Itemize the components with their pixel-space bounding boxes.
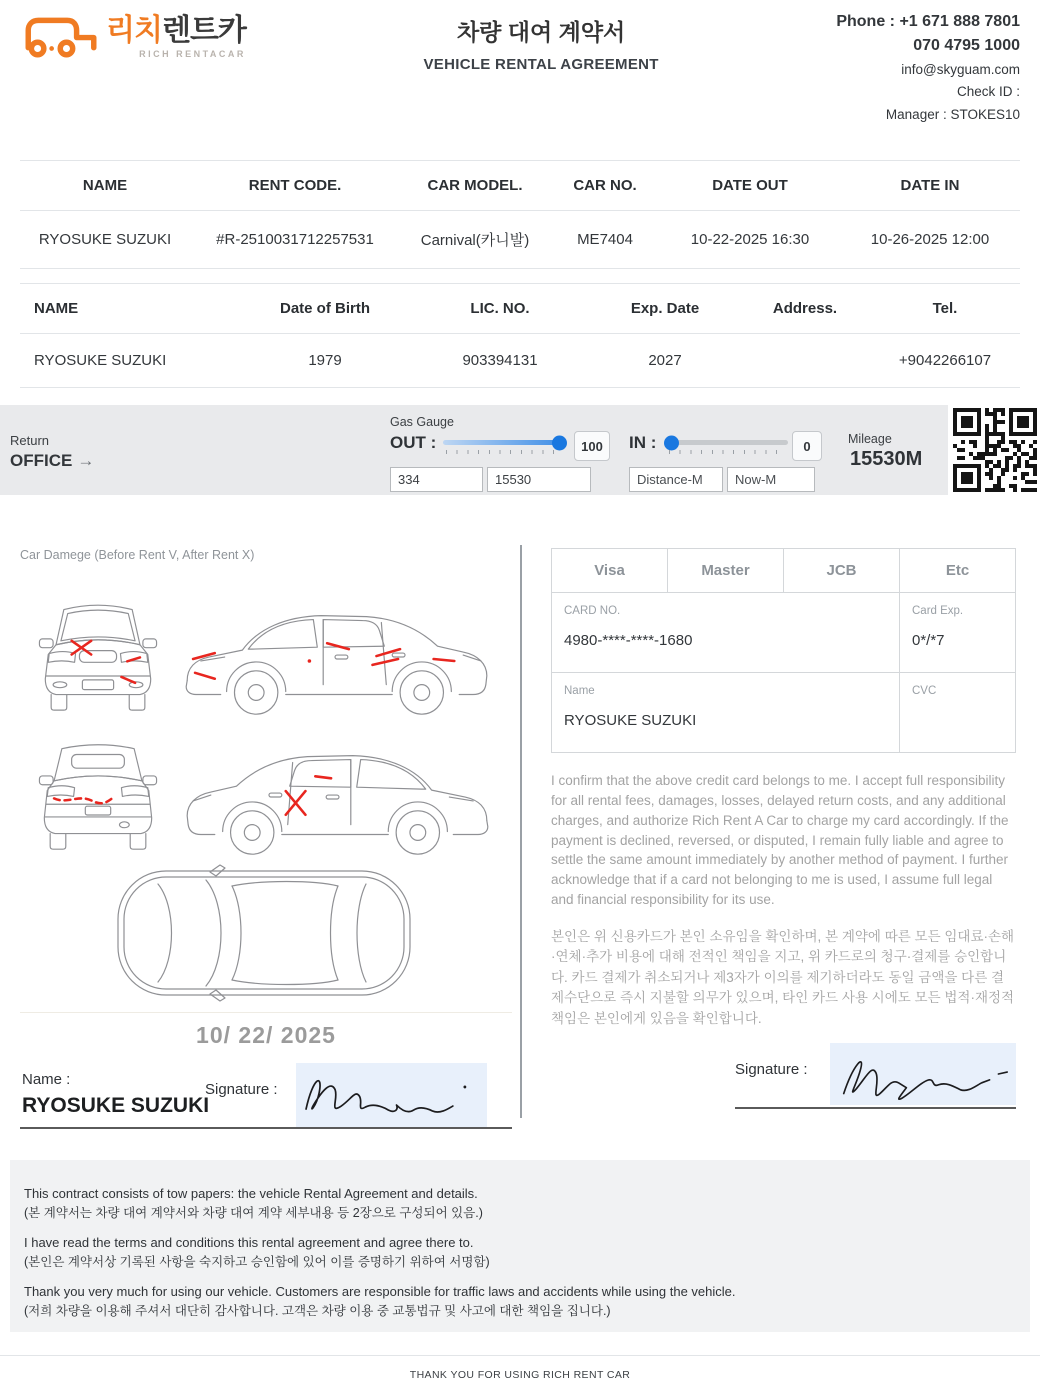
- gauge-band: [0, 405, 948, 495]
- phone-secondary: 070 4795 1000: [913, 37, 1020, 54]
- left-signature-row: [20, 1069, 512, 1129]
- brand-logo: [22, 10, 246, 125]
- header: [22, 10, 1020, 125]
- card-type-etc[interactable]: Etc: [900, 549, 1016, 593]
- contact-info: [836, 10, 1020, 125]
- rental-table: [20, 160, 1020, 269]
- payment-section: [551, 548, 1016, 1109]
- bottom-divider: [0, 1355, 1040, 1381]
- col-exp-date: Exp. Date: [590, 284, 740, 334]
- card-cvc-cell[interactable]: [900, 673, 1016, 753]
- driver-header-row: [20, 284, 1020, 334]
- slider-ticks: [446, 450, 562, 454]
- now-in-input[interactable]: [727, 467, 815, 492]
- card-exp-value: 0*/*7: [912, 632, 945, 649]
- note-en: I have read the terms and conditions this rental agreement and agree there to.: [24, 1234, 474, 1250]
- card-exp-cell[interactable]: [900, 593, 1016, 673]
- damage-mark: [327, 643, 349, 649]
- gas-out-label: OUT :: [390, 433, 437, 452]
- damage-mark-x: [72, 641, 92, 655]
- name-label: Name :: [22, 1071, 71, 1088]
- truck-icon: [22, 10, 100, 62]
- mileage-value: 15530M: [850, 448, 923, 470]
- damage-mark-x: [286, 791, 306, 815]
- col-date-out: DATE OUT: [660, 161, 840, 211]
- date-divider: [20, 1012, 512, 1013]
- email: info@skyguam.com: [901, 62, 1020, 77]
- car-rear-view: [34, 734, 162, 856]
- arrow-right-icon: →: [77, 451, 95, 470]
- car-top-view: [114, 862, 414, 1004]
- return-office: OFFICE →: [10, 451, 95, 470]
- slider-ticks: [669, 450, 785, 454]
- note-ko: (저희 차량을 이용해 주셔서 대단히 감사합니다. 고객은 차량 이용 중 교통법규 및 사고에 대한 책임을 집니다.): [24, 1303, 611, 1318]
- signature-scribble: [296, 1063, 487, 1127]
- signature-pad[interactable]: [296, 1063, 487, 1127]
- damage-mark: [434, 659, 455, 661]
- gas-out-slider[interactable]: [443, 438, 565, 458]
- rent-code: #R-2510031712257531: [190, 211, 400, 269]
- driver-address: [740, 334, 870, 388]
- card-type-visa[interactable]: Visa: [552, 549, 668, 593]
- card-table: [551, 548, 1016, 753]
- manager: Manager : STOKES10: [885, 106, 1020, 122]
- date-in: 10-26-2025 12:00: [840, 211, 1020, 269]
- driver-exp-date: 2027: [590, 334, 740, 388]
- signature-label: Signature :: [205, 1081, 278, 1098]
- card-name-row: [552, 673, 1016, 753]
- now-out-input[interactable]: [487, 467, 591, 492]
- driver-tel: +9042266107: [870, 334, 1020, 388]
- damage-label: Car Damege (Before Rent V, After Rent X): [20, 548, 255, 562]
- card-exp-label: Card Exp.: [912, 605, 964, 617]
- return-label: Return: [10, 433, 50, 448]
- name-value: RYOSUKE SUZUKI: [22, 1094, 210, 1117]
- date-out: 10-22-2025 16:30: [660, 211, 840, 269]
- damage-date: 10/ 22/ 2025: [196, 1022, 336, 1048]
- distance-out-input[interactable]: [390, 467, 483, 492]
- damage-mark: [315, 776, 331, 778]
- car-no: ME7404: [550, 211, 660, 269]
- title-korean: 차량 대여 계약서: [456, 19, 626, 45]
- car-side-right-view: [178, 730, 496, 868]
- driver-dob: 1979: [240, 334, 410, 388]
- card-type-master[interactable]: Master: [668, 549, 784, 593]
- note-en: Thank you very much for using our vehicle. Customers are responsible for traffic laws and accidents while using the vehicle.: [24, 1283, 736, 1299]
- gas-out-value: 100: [574, 431, 610, 461]
- gas-in-slider[interactable]: [666, 438, 788, 458]
- gas-out-slider-thumb[interactable]: [552, 435, 567, 450]
- signature-scribble: [830, 1043, 1016, 1105]
- col-rent-code: RENT CODE.: [190, 161, 400, 211]
- mileage-label: Mileage: [848, 432, 892, 446]
- card-name-value: RYOSUKE SUZUKI: [564, 712, 697, 729]
- card-name-cell[interactable]: [552, 673, 900, 753]
- driver-lic-no: 903394131: [410, 334, 590, 388]
- gas-in-label: IN :: [629, 433, 657, 452]
- car-model: Carnival(카니발): [400, 211, 550, 269]
- driver-table: [20, 283, 1020, 388]
- note-ko: (본 계약서는 차량 대여 계약서와 차량 대여 계약 세부내용 등 2장으로 구성되어 있음.): [24, 1205, 483, 1220]
- note-ko: (본인은 계약서상 기록된 사항을 숙지하고 승인함에 있어 이를 증명하기 위하여 서명함): [24, 1254, 490, 1269]
- logo-wordmark: 리치렌트카: [106, 14, 246, 47]
- col-car-no: CAR NO.: [550, 161, 660, 211]
- rental-header-row: [20, 161, 1020, 211]
- gas-in-value: 0: [792, 431, 822, 461]
- col-dob: Date of Birth: [240, 284, 410, 334]
- driver-data-row: [20, 334, 1020, 388]
- note-en: This contract consists of tow papers: the vehicle Rental Agreement and details.: [24, 1186, 478, 1201]
- card-type-row: [552, 549, 1016, 593]
- column-divider: [520, 545, 522, 1118]
- page-title: [423, 14, 658, 125]
- col-tel: Tel.: [870, 284, 1020, 334]
- car-front-view: [34, 594, 162, 716]
- card-no-label: CARD NO.: [564, 605, 621, 617]
- col-driver-name: NAME: [20, 284, 240, 334]
- gas-in-slider-thumb[interactable]: [664, 435, 679, 450]
- col-date-in: DATE IN: [840, 161, 1020, 211]
- damage-mark-scribble: [54, 796, 115, 803]
- col-name: NAME: [20, 161, 190, 211]
- damage-dot: [308, 659, 312, 663]
- driver-name: RYOSUKE SUZUKI: [20, 334, 240, 388]
- signature-label: Signature :: [735, 1061, 808, 1079]
- title-english: VEHICLE RENTAL AGREEMENT: [423, 56, 659, 73]
- distance-in-input[interactable]: [629, 467, 723, 492]
- phone-primary: Phone : +1 671 888 7801: [836, 13, 1020, 30]
- card-name-label: Name: [564, 685, 595, 697]
- check-id: Check ID :: [956, 84, 1020, 100]
- signature-pad[interactable]: [830, 1043, 1016, 1105]
- confirmation-text-en: I confirm that the above credit card belongs to me. I accept full responsibility for all rental fees, damages, losses, delayed return costs, and any additional charges, and authorize Rich Rent A Car to charge my card accordingly. If the payment is declined, reversed, or disputed, I remain fully liable and agree to settle the same amount immediately by another method of payment. I further acknowledge that if a card not belonging to me is used, I assume full legal and financial responsibility for its use.: [551, 773, 1009, 908]
- damage-section: [20, 548, 512, 1129]
- confirmation-text-ko: 본인은 위 신용카드가 본인 소유임을 확인하며, 본 계약에 따른 모든 임대료·손해·연체·추가 비용에 대해 전적인 책임을 지고, 위 카드로의 청구·결제를 승인합니다. 카드 결제가 취소되거나 제3자가 이의를 제기하더라도 동일 금액을 다른 결제수단으로 즉시 지불할 의무가 있으며, 타인 카드 사용 시에도 모든 법적·재정적 책임은 본인에게 있음을 확인합니다.: [551, 928, 1015, 1026]
- bottom-text: THANK YOU FOR USING RICH RENT CAR: [409, 1369, 631, 1381]
- card-cvc-label: CVC: [912, 685, 937, 697]
- col-car-model: CAR MODEL.: [400, 161, 550, 211]
- card-type-jcb[interactable]: JCB: [784, 549, 900, 593]
- gas-gauge-label: Gas Gauge: [390, 415, 454, 429]
- card-no-cell[interactable]: [552, 593, 900, 673]
- card-number-row: [552, 593, 1016, 673]
- col-address: Address.: [740, 284, 870, 334]
- footer-notes: [10, 1160, 1030, 1332]
- car-side-left-view: [178, 590, 496, 728]
- right-signature-row: [735, 1045, 1016, 1109]
- col-lic-no: LIC. NO.: [410, 284, 590, 334]
- card-no-value: 4980-****-****-1680: [564, 632, 693, 649]
- car-damage-diagrams: [20, 562, 512, 1010]
- renter-name: RYOSUKE SUZUKI: [20, 211, 190, 269]
- qr-code: [953, 408, 1037, 492]
- rental-data-row: [20, 211, 1020, 269]
- logo-subtitle: RICH RENTACAR: [139, 49, 246, 59]
